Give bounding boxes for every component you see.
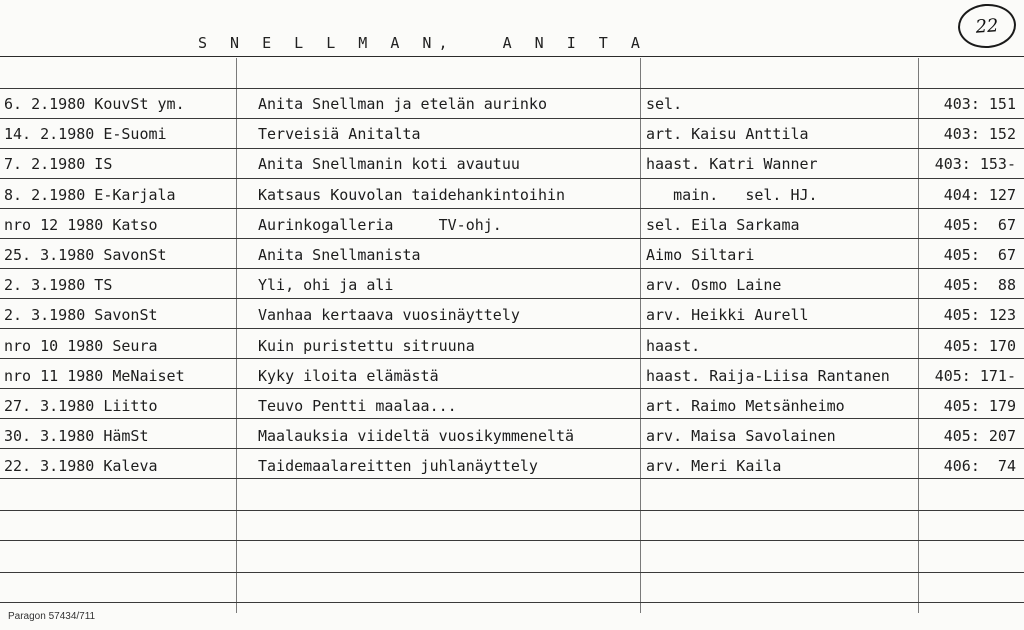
entry-reference: 405: 170 — [943, 336, 1016, 355]
entry-title: Yli, ohi ja ali — [258, 276, 394, 295]
header-rule — [0, 56, 1024, 57]
entry-title: Aurinkogalleria TV-ohj. — [258, 215, 502, 234]
entry-type-author: arv. Maisa Savolainen — [646, 427, 836, 446]
entry-type-author: arv. Osmo Laine — [646, 276, 782, 295]
entry-row — [0, 337, 1024, 361]
entry-date-source: 2. 3.1980 TS — [4, 276, 113, 295]
printer-imprint: Paragon 57434/711 — [8, 611, 96, 622]
entry-type-author: art. Kaisu Anttila — [646, 125, 809, 144]
entry-title: Kyky iloita elämästä — [258, 366, 439, 385]
entry-type-author: haast. Katri Wanner — [646, 155, 818, 174]
entry-reference: 405: 207 — [943, 427, 1016, 446]
entry-reference: 403: 152 — [943, 125, 1016, 144]
entry-title: Teuvo Pentti maalaa... — [258, 397, 457, 415]
entry-title: Katsaus Kouvolan taidehankintoihin — [258, 185, 566, 204]
entry-date-source: 2. 3.1980 SavonSt — [4, 306, 158, 325]
entry-date-source: 7. 2.1980 IS — [4, 155, 113, 174]
entry-type-author: main. sel. HJ. — [646, 185, 818, 204]
entry-date-source: nro 11 1980 MeNaiset — [4, 366, 185, 385]
entry-reference: 404: 127 — [943, 185, 1016, 204]
entry-type-author: arv. Heikki Aurell — [646, 306, 809, 325]
entry-row — [0, 155, 1024, 179]
entry-date-source: 8. 2.1980 E-Karjala — [4, 185, 176, 204]
entry-type-author: arv. Meri Kaila — [646, 457, 782, 476]
entry-date-source: 25. 3.1980 SavonSt — [4, 246, 167, 264]
entry-row — [0, 306, 1024, 330]
card-heading-name: S N E L L M A N, A N I T A — [198, 34, 647, 52]
entry-date-source: 22. 3.1980 Kaleva — [4, 457, 158, 476]
ruled-line — [0, 540, 1024, 541]
entry-reference: 405: 171- — [934, 366, 1016, 385]
entry-type-author: sel. — [646, 95, 683, 113]
entry-row — [0, 95, 1024, 119]
entry-row — [0, 246, 1024, 270]
entry-title: Terveisiä Anitalta — [258, 125, 421, 144]
ruled-line — [0, 602, 1024, 603]
entry-row — [0, 276, 1024, 300]
ruled-line — [0, 510, 1024, 511]
entry-title: Anita Snellman ja etelän aurinko — [258, 95, 547, 113]
entry-title: Maalauksia viideltä vuosikymmeneltä — [258, 427, 575, 446]
card-number-circled: 22 — [957, 2, 1018, 50]
ruled-line — [0, 88, 1024, 89]
entry-title: Taidemaalareitten juhlanäyttely — [258, 457, 538, 476]
entry-reference: 403: 153- — [934, 155, 1016, 174]
entry-type-author: haast. — [646, 336, 701, 355]
entry-row — [0, 457, 1024, 481]
ruled-line — [0, 572, 1024, 573]
entry-type-author: Aimo Siltari — [646, 246, 755, 264]
entry-type-author: haast. Raija-Liisa Rantanen — [646, 366, 890, 385]
entry-row — [0, 186, 1024, 210]
entry-reference: 405: 88 — [943, 276, 1016, 295]
entry-date-source: nro 10 1980 Seura — [4, 336, 158, 355]
entry-date-source: 27. 3.1980 Liitto — [4, 397, 158, 415]
entry-reference: 405: 67 — [943, 215, 1016, 234]
entry-row — [0, 397, 1024, 421]
entry-row — [0, 367, 1024, 391]
entry-title: Vanhaa kertaava vuosinäyttely — [258, 306, 520, 325]
entry-row — [0, 427, 1024, 451]
entry-reference: 406: 74 — [943, 457, 1016, 476]
entry-title: Anita Snellmanin koti avautuu — [258, 155, 520, 174]
entry-reference: 405: 67 — [943, 246, 1016, 264]
entry-row — [0, 125, 1024, 149]
entry-date-source: 30. 3.1980 HämSt — [4, 427, 149, 446]
entry-reference: 403: 151 — [943, 95, 1016, 113]
entry-date-source: nro 12 1980 Katso — [4, 215, 158, 234]
entry-title: Anita Snellmanista — [258, 246, 421, 264]
entry-date-source: 14. 2.1980 E-Suomi — [4, 125, 167, 144]
entry-type-author: sel. Eila Sarkama — [646, 215, 800, 234]
entry-reference: 405: 123 — [943, 306, 1016, 325]
entry-type-author: art. Raimo Metsänheimo — [646, 397, 845, 415]
entry-reference: 405: 179 — [943, 397, 1016, 415]
entry-date-source: 6. 2.1980 KouvSt ym. — [4, 95, 185, 113]
entry-title: Kuin puristettu sitruuna — [258, 336, 475, 355]
entry-row — [0, 216, 1024, 240]
